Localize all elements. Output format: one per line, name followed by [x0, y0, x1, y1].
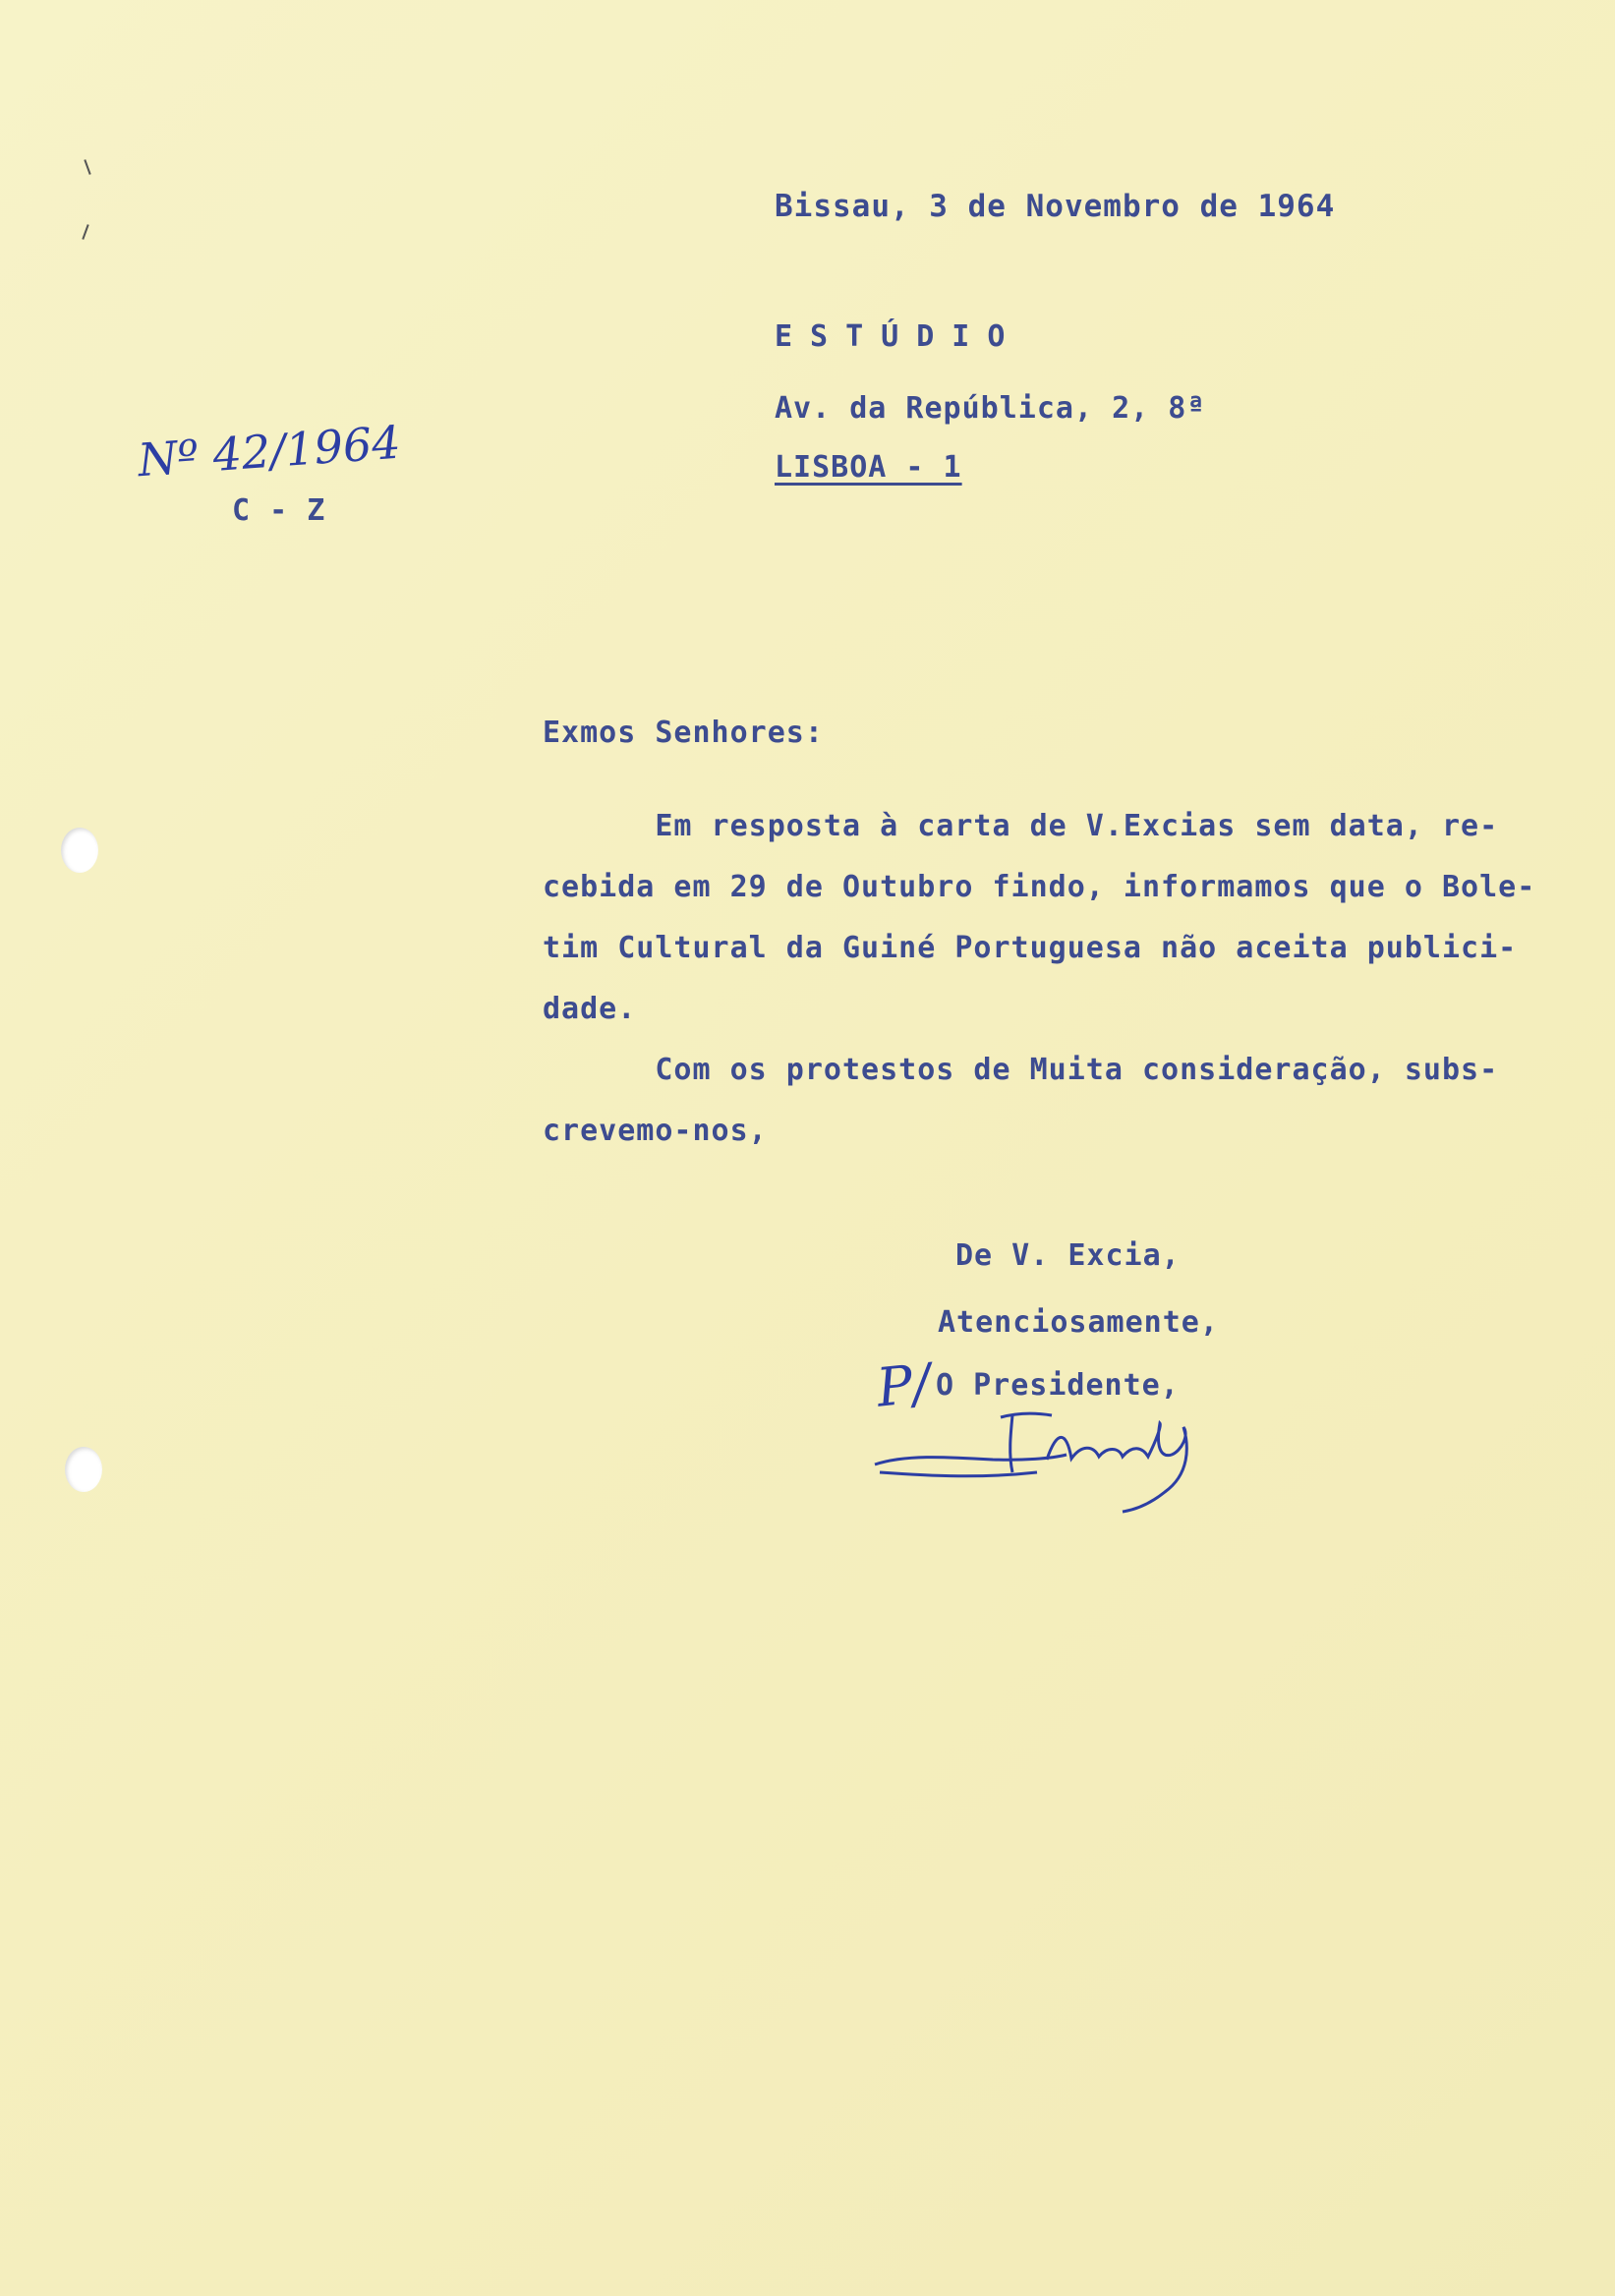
body-line: tim Cultural da Guiné Portuguesa não aceita publici-: [543, 931, 1518, 965]
edge-mark: [84, 159, 90, 175]
punch-hole-top: [61, 828, 98, 873]
reference-number: Nº 42/1964: [136, 415, 403, 488]
signature: [865, 1386, 1239, 1523]
recipient-city: LISBOA - 1: [775, 450, 962, 485]
edge-mark: [82, 224, 88, 240]
body-line: cebida em 29 de Outubro findo, informamos que o Bole-: [543, 870, 1536, 904]
closing-line-3: O Presidente,: [936, 1368, 1180, 1403]
body-line: dade.: [543, 992, 637, 1026]
salutation: Exmos Senhores:: [543, 716, 824, 750]
punch-hole-bottom: [65, 1447, 102, 1492]
closing-line-1: De V. Excia,: [955, 1238, 1181, 1273]
body-line: Com os protestos de Muita consideração, subs-: [543, 1053, 1499, 1087]
recipient-address: Av. da República, 2, 8ª: [775, 391, 1206, 426]
date-line: Bissau, 3 de Novembro de 1964: [775, 189, 1336, 224]
body-line: crevemo-nos,: [543, 1114, 768, 1148]
reference-code: C - Z: [232, 493, 326, 528]
body-line: Em resposta à carta de V.Excias sem data, re-: [543, 809, 1499, 843]
closing-line-2: Atenciosamente,: [938, 1305, 1219, 1340]
handwritten-pp: P/: [873, 1351, 934, 1419]
recipient-name: ESTÚDIO: [775, 319, 1023, 354]
letter-body: [543, 796, 1575, 1162]
